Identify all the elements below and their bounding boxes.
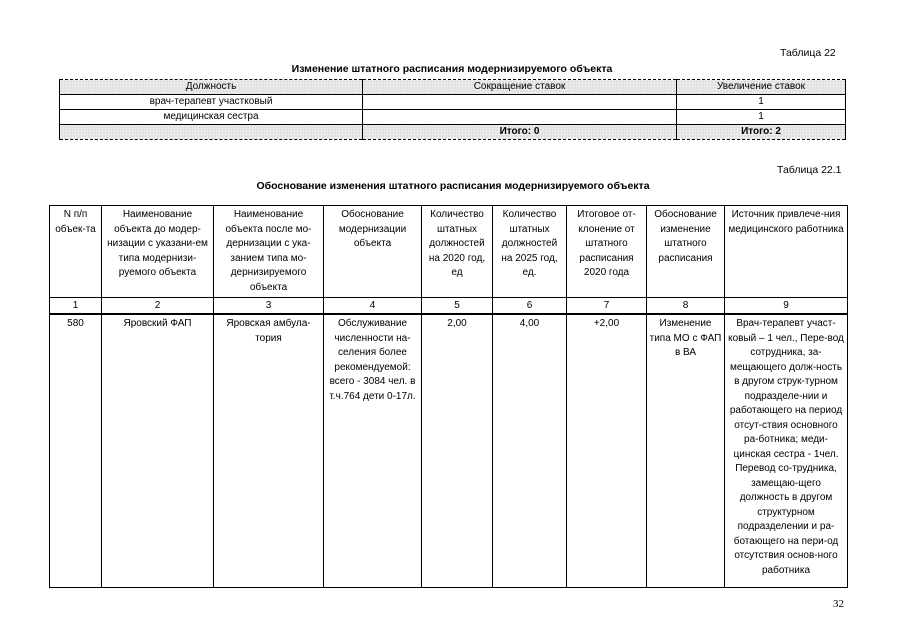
header-staff-2025: Количество штатных должностей на 2025 год, ед.	[493, 206, 567, 298]
column-number: 9	[725, 298, 848, 314]
total-reduction: Итого: 0	[363, 125, 677, 140]
cell-increase: 1	[677, 110, 846, 125]
table-row	[60, 110, 846, 125]
table22-label: Таблица 22	[780, 47, 836, 59]
cell-reduction	[363, 110, 677, 125]
cell-reduction	[363, 95, 677, 110]
column-number: 5	[422, 298, 493, 314]
header-position: Должность	[60, 80, 363, 95]
header-increase: Увеличение ставок	[677, 80, 846, 95]
cell-source: Врач-терапевт участ-ковый – 1 чел., Пере-вод сотрудника, за-мещающего долж-ность в другом струк-турном подразделе-нии и работающего на период отсут-ствия основного ра-ботника; меди-цинская сестра - 1чел. Перевод со-трудника, замещаю-щего должность в другом структурном подразделении и ра-ботающего на пери-од отсутствия основ-ного работника	[725, 315, 848, 588]
cell-justification: Обслуживание численности на-селения более рекомендуемой: всего - 3084 чел. в т.ч.764 дети 0-17л.	[324, 315, 422, 588]
column-number: 6	[493, 298, 567, 314]
cell-staff-2020: 2,00	[422, 315, 493, 588]
total-row	[60, 125, 846, 140]
header-justification: Обоснование модернизации объекта	[324, 206, 422, 298]
cell-number: 580	[50, 315, 102, 588]
header-deviation: Итоговое от-клонение от штатного расписания 2020 года	[567, 206, 647, 298]
total-increase: Итого: 2	[677, 125, 846, 140]
column-number: 1	[50, 298, 102, 314]
table22-1-title: Обоснование изменения штатного расписания модернизируемого объекта	[256, 180, 650, 192]
header-source: Источник привлече-ния медицинского работника	[725, 206, 848, 298]
header-object-before: Наименование объекта до модер-низации с указани-ем типа модернизи-руемого объекта	[102, 206, 214, 298]
column-number-row	[50, 298, 848, 314]
cell-staff-2025: 4,00	[493, 315, 567, 588]
cell-deviation: +2,00	[567, 315, 647, 588]
table-row	[50, 315, 848, 588]
header-number: N п/п объек-та	[50, 206, 102, 298]
page-number: 32	[833, 598, 844, 610]
cell-object-before: Яровский ФАП	[102, 315, 214, 588]
header-object-after: Наименование объекта после мо-дернизации с ука-занием типа мо-дернизируемого объекта	[214, 206, 324, 298]
column-number: 4	[324, 298, 422, 314]
column-number: 7	[567, 298, 647, 314]
table22-1-label: Таблица 22.1	[777, 164, 842, 176]
table-row	[60, 95, 846, 110]
table-header-row	[60, 80, 846, 95]
cell-object-after: Яровская амбула-тория	[214, 315, 324, 588]
cell-change-reason: Изменение типа МО с ФАП в ВА	[647, 315, 725, 588]
table22-title: Изменение штатного расписания модернизируемого объекта	[291, 63, 613, 75]
cell-position: врач-терапевт участковый	[60, 95, 363, 110]
header-staff-2020: Количество штатных должностей на 2020 год, ед	[422, 206, 493, 298]
header-reduction: Сокращение ставок	[363, 80, 677, 95]
table-header-row	[50, 206, 848, 298]
column-number: 2	[102, 298, 214, 314]
column-number: 3	[214, 298, 324, 314]
cell-position: медицинская сестра	[60, 110, 363, 125]
cell-increase: 1	[677, 95, 846, 110]
total-empty	[60, 125, 363, 140]
staffing-change-table	[59, 79, 846, 140]
header-change-reason: Обоснование изменение штатного расписания	[647, 206, 725, 298]
column-number: 8	[647, 298, 725, 314]
staffing-justification-table	[49, 205, 848, 588]
